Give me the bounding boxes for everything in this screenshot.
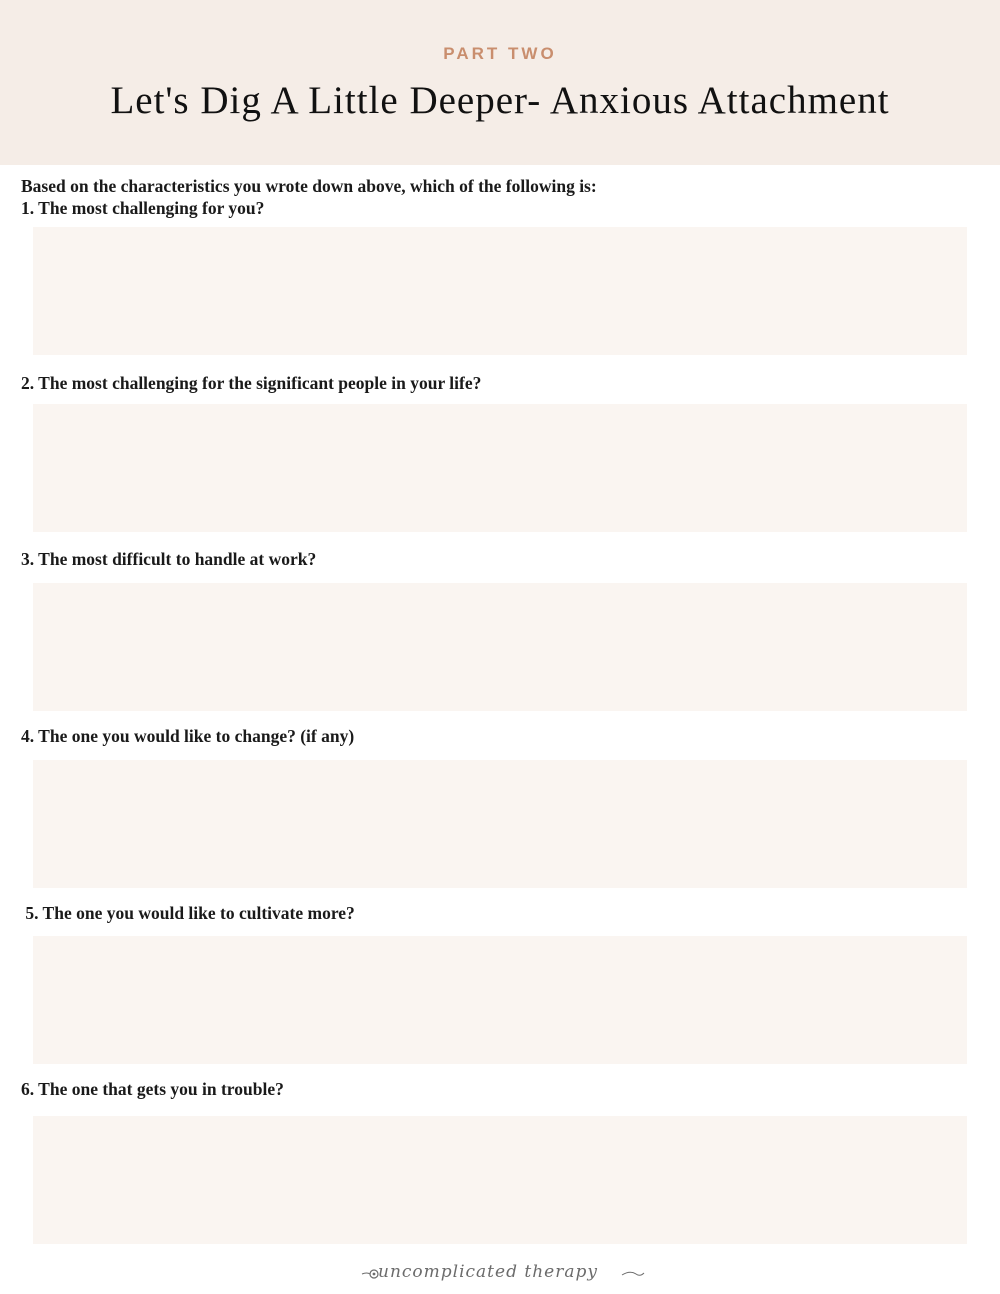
answer-box-2[interactable]: [33, 404, 967, 532]
answer-box-6[interactable]: [33, 1116, 967, 1244]
question-3-label: 3. The most difficult to handle at work?: [21, 549, 317, 569]
footer-brand: uncomplicated therapy: [378, 1262, 598, 1282]
question-2-label: 2. The most challenging for the significant people in your life?: [21, 373, 482, 393]
answer-box-5[interactable]: [33, 936, 967, 1064]
answer-box-1[interactable]: [33, 227, 967, 355]
question-5-label: 5. The one you would like to cultivate more?: [21, 903, 355, 923]
question-6-label: 6. The one that gets you in trouble?: [21, 1079, 284, 1099]
question-4-label: 4. The one you would like to change? (if any): [21, 726, 355, 746]
answer-box-3[interactable]: [33, 583, 967, 711]
answer-box-4[interactable]: [33, 760, 967, 888]
intro-text: Based on the characteristics you wrote down above, which of the following is:: [21, 176, 597, 196]
part-label: PART TWO: [443, 44, 557, 63]
question-1-label: 1. The most challenging for you?: [21, 198, 265, 218]
page-title: Let's Dig A Little Deeper- Anxious Attachment: [110, 79, 890, 122]
